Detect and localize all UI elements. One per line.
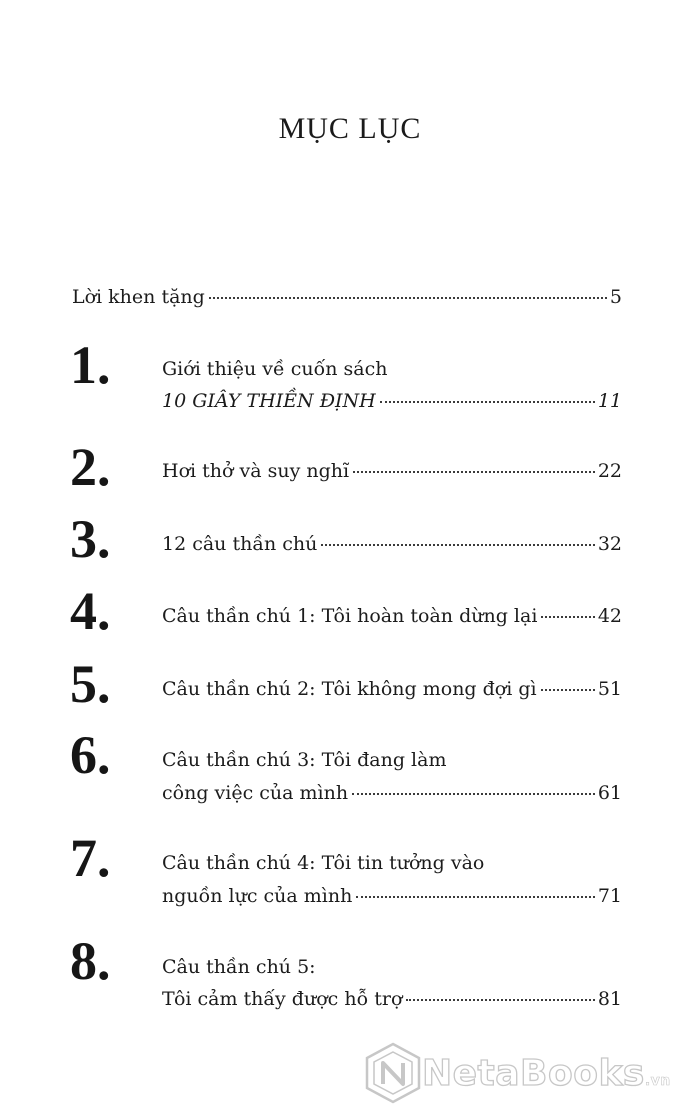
toc-entry-label: Câu thần chú 1: Tôi hoàn toàn dừng lại — [162, 605, 538, 627]
toc-entry-label: Câu thần chú 2: Tôi không mong đợi gì — [162, 678, 537, 700]
watermark-brand: NetaBooks.vn — [422, 1052, 671, 1094]
chapter-title-line1: Câu thần chú 4: Tôi tin tưởng vào — [162, 852, 485, 874]
dot-leader — [321, 544, 594, 546]
toc-entry-label: nguồn lực của mình — [162, 885, 353, 907]
chapter-number-2: 2. — [70, 437, 111, 497]
chapter-number-7: 7. — [70, 828, 111, 888]
dot-leader — [541, 616, 594, 618]
dot-leader — [209, 297, 607, 299]
toc-entry-chapter-3 — [162, 532, 622, 556]
toc-entry-chapter-6 — [162, 781, 622, 805]
chapter-number-3: 3. — [70, 509, 111, 569]
dot-leader — [380, 401, 595, 403]
netabooks-logo-icon — [364, 1042, 422, 1104]
toc-entry-label: Tôi cảm thấy được hỗ trợ — [162, 988, 403, 1010]
dot-leader — [353, 471, 595, 473]
toc-page-number: 11 — [597, 390, 622, 412]
toc-page-number: 61 — [597, 782, 622, 804]
dot-leader — [352, 793, 595, 795]
toc-entry-chapter-7 — [162, 884, 622, 908]
toc-entry-label: 12 câu thần chú — [162, 533, 318, 555]
chapter-title-line1: Câu thần chú 5: — [162, 956, 316, 978]
toc-entry-chapter-8 — [162, 987, 622, 1011]
dot-leader — [406, 999, 594, 1001]
chapter-number-8: 8. — [70, 931, 111, 991]
toc-entry-label: 10 GIÂY THIỀN ĐỊNH — [162, 390, 376, 412]
dot-leader — [541, 689, 595, 691]
toc-page-number: 42 — [597, 605, 622, 627]
chapter-title-line1: Câu thần chú 3: Tôi đang làm — [162, 749, 447, 771]
page-title: MỤC LỤC — [278, 112, 422, 145]
toc-entry-chapter-5 — [162, 677, 622, 701]
toc-page-number: 22 — [597, 460, 622, 482]
dot-leader — [356, 896, 594, 898]
chapter-title-line1: Giới thiệu về cuốn sách — [162, 358, 388, 380]
toc-page-number: 81 — [597, 988, 622, 1010]
toc-entry-label: công việc của mình — [162, 782, 349, 804]
netabooks-watermark — [364, 1042, 671, 1104]
toc-entry-chapter-1 — [162, 389, 622, 413]
chapter-number-5: 5. — [70, 654, 111, 714]
chapter-number-1: 1. — [70, 335, 111, 395]
watermark-suffix: .vn — [644, 1072, 671, 1089]
toc-entry-front — [72, 285, 622, 309]
toc-page-number: 32 — [597, 533, 622, 555]
chapter-number-6: 6. — [70, 725, 111, 785]
toc-entry-chapter-2 — [162, 459, 622, 483]
toc-entry-label: Hơi thở và suy nghĩ — [162, 460, 350, 482]
chapter-number-4: 4. — [70, 581, 111, 641]
toc-page-number: 51 — [597, 678, 622, 700]
toc-entry-label: Lời khen tặng — [72, 286, 205, 308]
toc-page-number: 71 — [597, 885, 622, 907]
toc-page-number: 5 — [609, 286, 622, 308]
toc-entry-chapter-4 — [162, 604, 622, 628]
